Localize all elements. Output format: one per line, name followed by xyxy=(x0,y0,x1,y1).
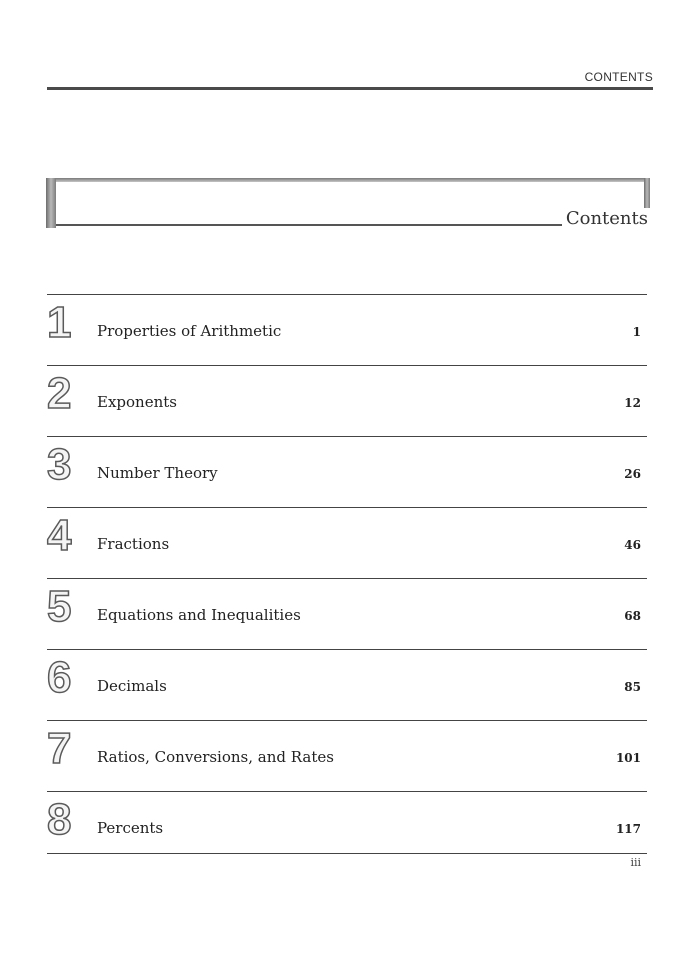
page-number: iii xyxy=(630,856,641,869)
chapter-page: 1 xyxy=(632,325,641,339)
chapter-list xyxy=(47,294,647,862)
chapter-page: 12 xyxy=(624,396,641,410)
title-frame xyxy=(46,178,650,230)
title-frame-left-bar xyxy=(46,178,56,228)
chapter-title[interactable]: Fractions xyxy=(97,535,170,553)
running-head: CONTENTS xyxy=(584,70,653,84)
chapter-number: 1 xyxy=(47,298,72,347)
chapter-number: 8 xyxy=(47,795,72,844)
page-title: Contents xyxy=(565,208,648,229)
chapter-number: 7 xyxy=(47,724,72,773)
chapter-entry[interactable] xyxy=(47,436,647,507)
chapter-number: 4 xyxy=(47,511,72,560)
chapter-page: 101 xyxy=(615,751,641,765)
chapter-entry[interactable] xyxy=(47,791,647,862)
chapter-page: 26 xyxy=(624,467,641,481)
title-frame-right-bar xyxy=(644,178,650,208)
chapter-number: 5 xyxy=(47,582,72,631)
chapter-title[interactable]: Equations and Inequalities xyxy=(97,606,301,624)
chapter-entry[interactable] xyxy=(47,720,647,791)
chapter-page: 85 xyxy=(624,680,641,694)
chapter-title[interactable]: Number Theory xyxy=(97,464,218,482)
chapter-title[interactable]: Exponents xyxy=(97,393,177,411)
title-frame-top-line xyxy=(56,178,644,182)
chapter-number: 3 xyxy=(47,440,72,489)
header-rule xyxy=(47,87,653,90)
footer-rule xyxy=(47,853,647,854)
chapter-title[interactable]: Properties of Arithmetic xyxy=(97,322,282,340)
chapter-entry[interactable] xyxy=(47,578,647,649)
title-frame-bottom-line xyxy=(56,224,562,226)
chapter-title[interactable]: Percents xyxy=(97,819,164,837)
chapter-page: 117 xyxy=(615,822,641,836)
chapter-entry[interactable] xyxy=(47,294,647,365)
chapter-number: 6 xyxy=(47,653,72,702)
chapter-entry[interactable] xyxy=(47,365,647,436)
chapter-title[interactable]: Ratios, Conversions, and Rates xyxy=(97,748,334,766)
chapter-number: 2 xyxy=(47,369,72,418)
chapter-entry[interactable] xyxy=(47,507,647,578)
chapter-entry[interactable] xyxy=(47,649,647,720)
chapter-page: 46 xyxy=(624,538,641,552)
chapter-title[interactable]: Decimals xyxy=(97,677,167,695)
chapter-page: 68 xyxy=(624,609,641,623)
